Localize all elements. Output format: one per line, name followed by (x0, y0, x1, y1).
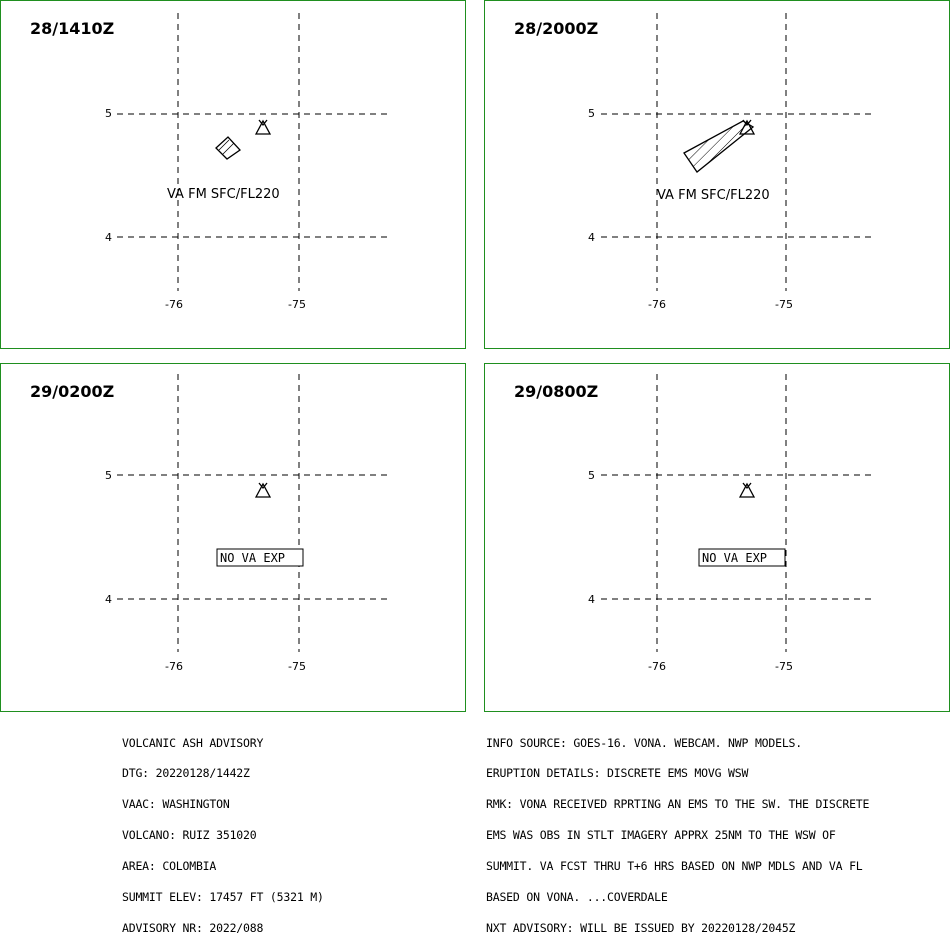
panel-time-label: 28/1410Z (30, 19, 115, 38)
lat-label-4: 4 (105, 231, 112, 244)
advisory-line: SUMMIT. VA FCST THRU T+6 HRS BASED ON NWP MDLS AND VA FL (486, 859, 863, 874)
map-2 (485, 1, 950, 350)
panel-time-label: 29/0200Z (30, 382, 115, 401)
advisory-line: NXT ADVISORY: WILL BE ISSUED BY 20220128/2045Z (486, 920, 796, 935)
lon-label-75: -75 (775, 298, 793, 311)
forecast-panel-4 (484, 363, 950, 712)
no-ash-label: NO VA EXP (220, 551, 286, 565)
volcano-icon (256, 483, 270, 497)
ash-altitude-label: VA FM SFC/FL220 (657, 188, 770, 203)
grid-lines (601, 374, 871, 652)
lon-label-75: -75 (775, 660, 793, 673)
advisory-line: VOLCANO: RUIZ 351020 (122, 828, 257, 843)
grid-lines (117, 374, 387, 652)
panel-time-label: 28/2000Z (514, 19, 599, 38)
ash-altitude-label: VA FM SFC/FL220 (167, 187, 280, 202)
advisory-header-text (122, 717, 324, 944)
advisory-line: AREA: COLOMBIA (122, 859, 217, 874)
map-3 (1, 364, 467, 713)
lat-label-5: 5 (588, 107, 595, 120)
advisory-remarks-text (486, 717, 869, 944)
advisory-line: ADVISORY NR: 2022/088 (122, 920, 264, 935)
advisory-line: VOLCANIC ASH ADVISORY (122, 735, 264, 750)
lat-label-5: 5 (588, 469, 595, 482)
grid-lines (117, 13, 387, 291)
advisory-line: INFO SOURCE: GOES-16. VONA. WEBCAM. NWP MODELS. (486, 735, 803, 750)
advisory-line: SUMMIT ELEV: 17457 FT (5321 M) (122, 890, 324, 905)
ash-cloud-polygon (216, 137, 240, 159)
lat-label-5: 5 (105, 469, 112, 482)
lat-label-5: 5 (105, 107, 112, 120)
volcano-icon (256, 120, 270, 134)
forecast-panel-1 (0, 0, 466, 349)
lat-label-4: 4 (105, 593, 112, 606)
lon-label-76: -76 (165, 660, 183, 673)
lon-label-76: -76 (648, 660, 666, 673)
advisory-line: EMS WAS OBS IN STLT IMAGERY APPRX 25NM TO THE WSW OF (486, 828, 836, 843)
advisory-line: ERUPTION DETAILS: DISCRETE EMS MOVG WSW (486, 766, 749, 781)
lat-label-4: 4 (588, 593, 595, 606)
advisory-line: VAAC: WASHINGTON (122, 797, 230, 812)
lon-label-75: -75 (288, 298, 306, 311)
forecast-panel-3 (0, 363, 466, 712)
advisory-line: DTG: 20220128/1442Z (122, 766, 250, 781)
lat-label-4: 4 (588, 231, 595, 244)
volcano-icon (740, 483, 754, 497)
map-1 (1, 1, 467, 350)
grid-lines (601, 13, 871, 291)
no-ash-label: NO VA EXP (702, 551, 768, 565)
panel-time-label: 29/0800Z (514, 382, 599, 401)
lon-label-76: -76 (648, 298, 666, 311)
lon-label-76: -76 (165, 298, 183, 311)
advisory-line: RMK: VONA RECEIVED RPRTING AN EMS TO THE SW. THE DISCRETE (486, 797, 870, 812)
lon-label-75: -75 (288, 660, 306, 673)
advisory-line: BASED ON VONA. ...COVERDALE (486, 890, 668, 905)
map-4 (485, 364, 950, 713)
forecast-panel-2 (484, 0, 950, 349)
